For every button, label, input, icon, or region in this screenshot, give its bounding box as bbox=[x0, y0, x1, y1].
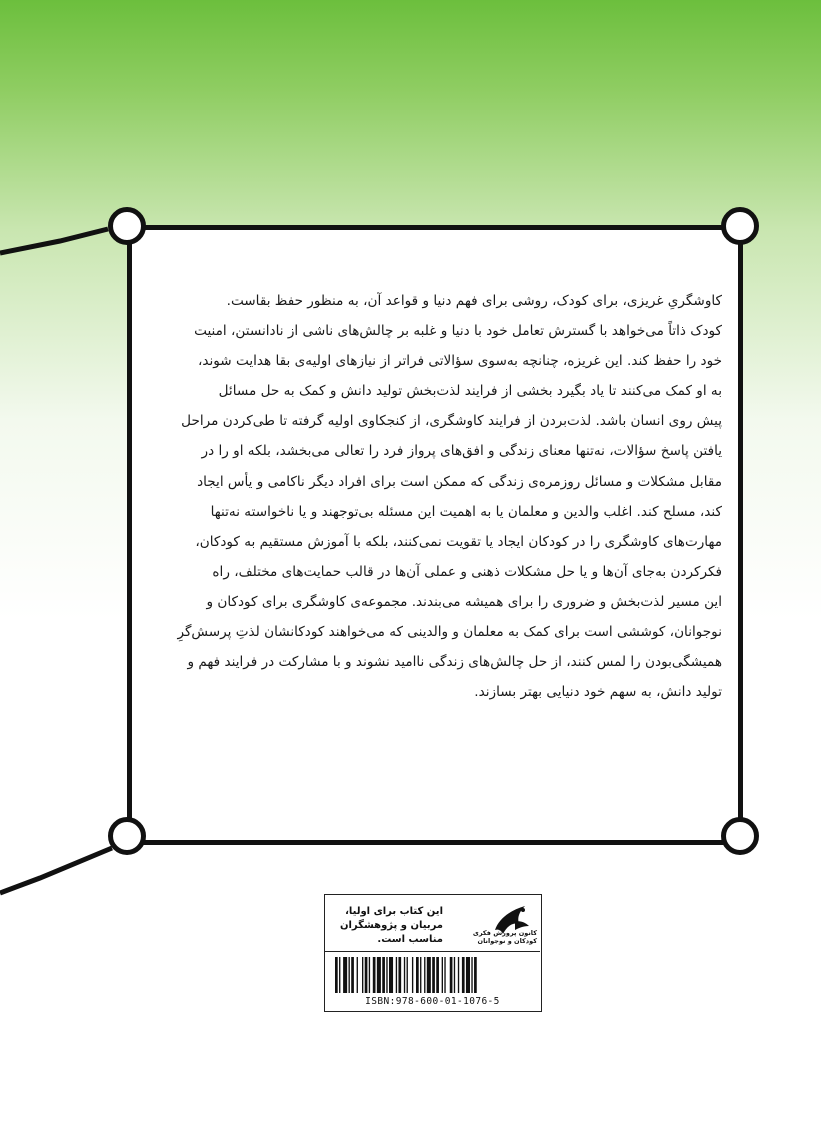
paragraph-line: کاوشگریِ غریزی، برای کودک، روشی برای فهم دنیا و قواعد آن، به منظور حفظ بقاست. bbox=[226, 293, 722, 309]
publisher-name-line1: کانون پرورش فکری bbox=[472, 929, 537, 937]
isbn-number: ISBN:978-600-01-1076-5 bbox=[365, 996, 500, 1007]
barcode-bar bbox=[420, 957, 421, 993]
barcode-bar bbox=[412, 957, 413, 993]
paragraph-line: مهارت‌های کاوشگری را در کودکان ایجاد یا تقویت نمی‌کنند، بلکه با آموزش مستقیم به کودکان، bbox=[195, 533, 722, 550]
barcode-bar bbox=[466, 957, 470, 993]
barcode-bar bbox=[335, 957, 338, 993]
paragraph-line: تولید دانش، به سهم خود دنیایی بهتر بسازند. bbox=[474, 684, 722, 701]
barcode-bar bbox=[404, 957, 405, 993]
barcode-bar bbox=[474, 957, 477, 993]
info-top-section bbox=[325, 895, 540, 952]
barcode-bar bbox=[389, 957, 393, 993]
barcode-bar bbox=[450, 957, 453, 993]
barcode-bar bbox=[407, 957, 408, 993]
paragraph-line: به او کمک می‌کنند تا یاد بگیرد بخشی از فرایند لذت‌بخش تولید دانش و کمک به حل مسائل bbox=[218, 383, 722, 400]
barcode-bar bbox=[357, 957, 358, 993]
frame-node-bottom-right bbox=[721, 817, 759, 855]
paragraph-line: این مسیر لذت‌بخش و ضروری را برای همیشه می‌بندند. مجموعه‌ی کاوشگری برای کودکان و bbox=[206, 593, 722, 610]
paragraph-line: همیشگی‌بودن را لمس کنند، از حل چالش‌های زندگی ناامید نشوند و با مشارکت در فرایند فهم و bbox=[187, 654, 722, 671]
barcode-bar bbox=[343, 957, 347, 993]
publisher-info-box bbox=[324, 894, 542, 1012]
barcode-bar bbox=[462, 957, 465, 993]
audience-note: این کتاب برای اولیا، مربیان و پژوهشگران مناسب است. bbox=[339, 906, 443, 945]
paragraph-line: مقابل مشکلات و مسائل روزمره‌ی زندگی که ممکن است برای افراد دیگر ناکامی و یأس ایجاد bbox=[197, 473, 722, 490]
barcode-bar bbox=[442, 957, 443, 993]
publisher-name bbox=[455, 929, 537, 945]
barcode-bar bbox=[424, 957, 425, 993]
barcode-bar bbox=[416, 957, 419, 993]
paragraph-line: خود را حفظ کند. این غریزه، چنانچه به‌سوی سؤالاتی فراتر از نیازهای اولیه‌ی بقا هدایت شوند، bbox=[197, 353, 722, 370]
frame-node-bottom-left bbox=[108, 817, 146, 855]
barcode-bar bbox=[339, 957, 340, 993]
barcode-bar bbox=[396, 957, 397, 993]
paragraph-line: یافتن پاسخ سؤالات، نه‌تنها معنای زندگی و افق‌های پرواز فرد را تعالی می‌بخشد، بلکه او را در bbox=[201, 443, 722, 460]
barcode-bar bbox=[349, 957, 350, 993]
publisher-name-line2: کودکان و نوجوانان bbox=[477, 937, 537, 945]
barcode-bar bbox=[436, 957, 439, 993]
paragraph-line: کند، مسلح کند. اغلب والدین و معلمان یا به اهمیت این مسئله بی‌توجهند و یا ناخواسته نه‌تنها bbox=[210, 503, 722, 520]
paragraph-line: نوجوانان، کوششی است برای کمک به معلمان و والدینی که می‌خواهند کودکانشان لذتِ پرسش‌گرِ bbox=[177, 624, 722, 641]
barcode-bar bbox=[458, 957, 459, 993]
barcode-bar bbox=[444, 957, 445, 993]
barcode-bar bbox=[427, 957, 431, 993]
barcode-bar bbox=[432, 957, 435, 993]
paragraph-line: پیش روی انسان باشد. لذت‌بردن از فرایند کاوشگری، از کنجکاوی اولیه گرفته تا طی‌کردن مراحل bbox=[181, 413, 722, 430]
barcode-bar bbox=[373, 957, 376, 993]
isbn-barcode bbox=[335, 957, 531, 993]
barcode-bar bbox=[362, 957, 363, 993]
description-text bbox=[150, 286, 722, 707]
barcode-bar bbox=[382, 957, 385, 993]
frame-node-top-left bbox=[108, 207, 146, 245]
barcode-bar bbox=[454, 957, 455, 993]
paragraph-line: فکرکردن به‌جای آن‌ها و یا حل مشکلات ذهنی و عملی آن‌ها در قالب حمایت‌های مختلف، راه bbox=[212, 563, 722, 580]
frame-node-top-right bbox=[721, 207, 759, 245]
barcode-bar bbox=[471, 957, 472, 993]
barcode-bar bbox=[365, 957, 368, 993]
paragraph-line: کودک ذاتاً می‌خواهد با گسترش تعامل خود با دنیا و غلبه بر چالش‌های ناشی از نادانستن، امنیت bbox=[194, 323, 722, 340]
barcode-bar bbox=[398, 957, 401, 993]
barcode-bar bbox=[377, 957, 381, 993]
barcode-bar bbox=[369, 957, 370, 993]
barcode-bar bbox=[386, 957, 387, 993]
barcode-bar bbox=[351, 957, 354, 993]
